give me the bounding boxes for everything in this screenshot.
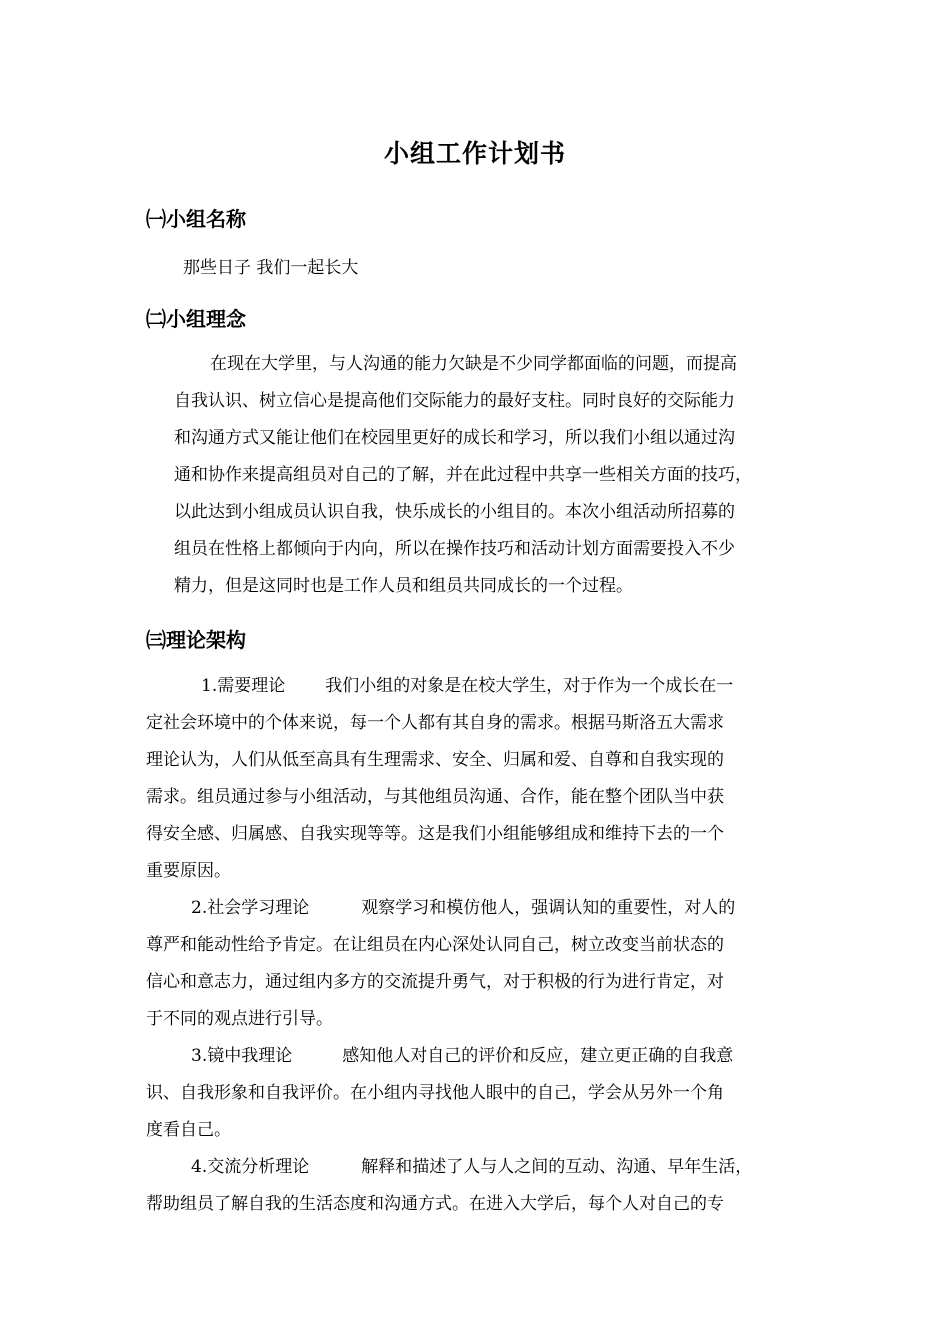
theory-transactional-line: 帮助组员了解自我的生活态度和沟通方式。在进入大学后，每个人对自己的专 — [146, 1194, 724, 1214]
theory-transactional-label: 4.交流分析理论 — [191, 1157, 310, 1177]
document-title: 小组工作计划书 — [383, 139, 566, 168]
concept-line: 以此达到小组成员认识自我，快乐成长的小组目的。本次小组活动所招募的 — [174, 502, 735, 522]
concept-line: 自我认识、树立信心是提高他们交际能力的最好支柱。同时良好的交际能力 — [174, 391, 735, 411]
theory-need-line: 理论认为，人们从低至高具有生理需求、安全、归属和爱、自尊和自我实现的 — [146, 750, 724, 770]
concept-line: 和沟通方式又能让他们在校园里更好的成长和学习，所以我们小组以通过沟 — [174, 428, 735, 448]
concept-line: 在现在大学里，与人沟通的能力欠缺是不少同学都面临的问题，而提高 — [210, 354, 737, 374]
group-name-text — [183, 250, 358, 287]
concept-line: 组员在性格上都倾向于内向，所以在操作技巧和活动计划方面需要投入不少 — [174, 539, 735, 559]
group-name-line: 那些日子 我们一起长大 — [183, 258, 359, 278]
theory-social-learning-line: 尊严和能动性给予肯定。在让组员在内心深处认同自己，树立改变当前状态的 — [146, 935, 724, 955]
theory-social-learning-line: 信心和意志力，通过组内多方的交流提升勇气，对于积极的行为进行肯定，对 — [146, 972, 724, 992]
theory-need-paragraph — [146, 668, 806, 890]
theory-need-line: 得安全感、归属感、自我实现等等。这是我们小组能够组成和维持下去的一个 — [146, 824, 724, 844]
theory-need-line: 定社会环境中的个体来说，每一个人都有其自身的需求。根据马斯洛五大需求 — [146, 713, 724, 733]
theory-looking-glass-first-text: 感知他人对自己的评价和反应，建立更正确的自我意 — [342, 1046, 734, 1066]
theory-looking-glass-line: 度看自己。 — [146, 1120, 231, 1140]
theory-looking-glass-label: 3.镜中我理论 — [191, 1046, 293, 1066]
theory-need-line: 重要原因。 — [146, 861, 231, 881]
theory-need-first-text: 我们小组的对象是在校大学生，对于作为一个成长在一 — [325, 676, 734, 696]
theory-social-learning-first-text: 观察学习和模仿他人，强调认知的重要性，对人的 — [361, 898, 736, 918]
theory-transactional-paragraph — [146, 1149, 826, 1223]
theory-need-label: 1.需要理论 — [201, 676, 286, 696]
theory-need-line: 需求。组员通过参与小组活动，与其他组员沟通、合作，能在整个团队当中获 — [146, 787, 724, 807]
theory-transactional-first-line — [146, 1149, 826, 1186]
concept-line: 通和协作来提高组员对自己的了解，并在此过程中共享一些相关方面的技巧， — [174, 465, 752, 485]
theory-social-learning-label: 2.社会学习理论 — [191, 898, 310, 918]
theory-social-learning-line: 于不同的观点进行引导。 — [146, 1009, 333, 1029]
group-concept-paragraph — [174, 346, 806, 605]
theory-looking-glass-paragraph — [146, 1038, 806, 1149]
concept-line: 精力，但是这同时也是工作人员和组员共同成长的一个过程。 — [174, 576, 633, 596]
section-heading-group-name: ㈠小组名称 — [146, 207, 246, 231]
theory-looking-glass-line: 识、自我形象和自我评价。在小组内寻找他人眼中的自己，学会从另外一个角 — [146, 1083, 724, 1103]
section-heading-theory-framework: ㈢理论架构 — [146, 628, 246, 652]
section-heading-group-concept: ㈡小组理念 — [146, 307, 246, 331]
theory-transactional-first-text: 解释和描述了人与人之间的互动、沟通、早年生活， — [361, 1157, 753, 1177]
theory-need-first-line — [146, 668, 806, 705]
theory-looking-glass-first-line — [146, 1038, 806, 1075]
theory-social-learning-first-line — [146, 890, 806, 927]
theory-social-learning-paragraph — [146, 890, 806, 1038]
